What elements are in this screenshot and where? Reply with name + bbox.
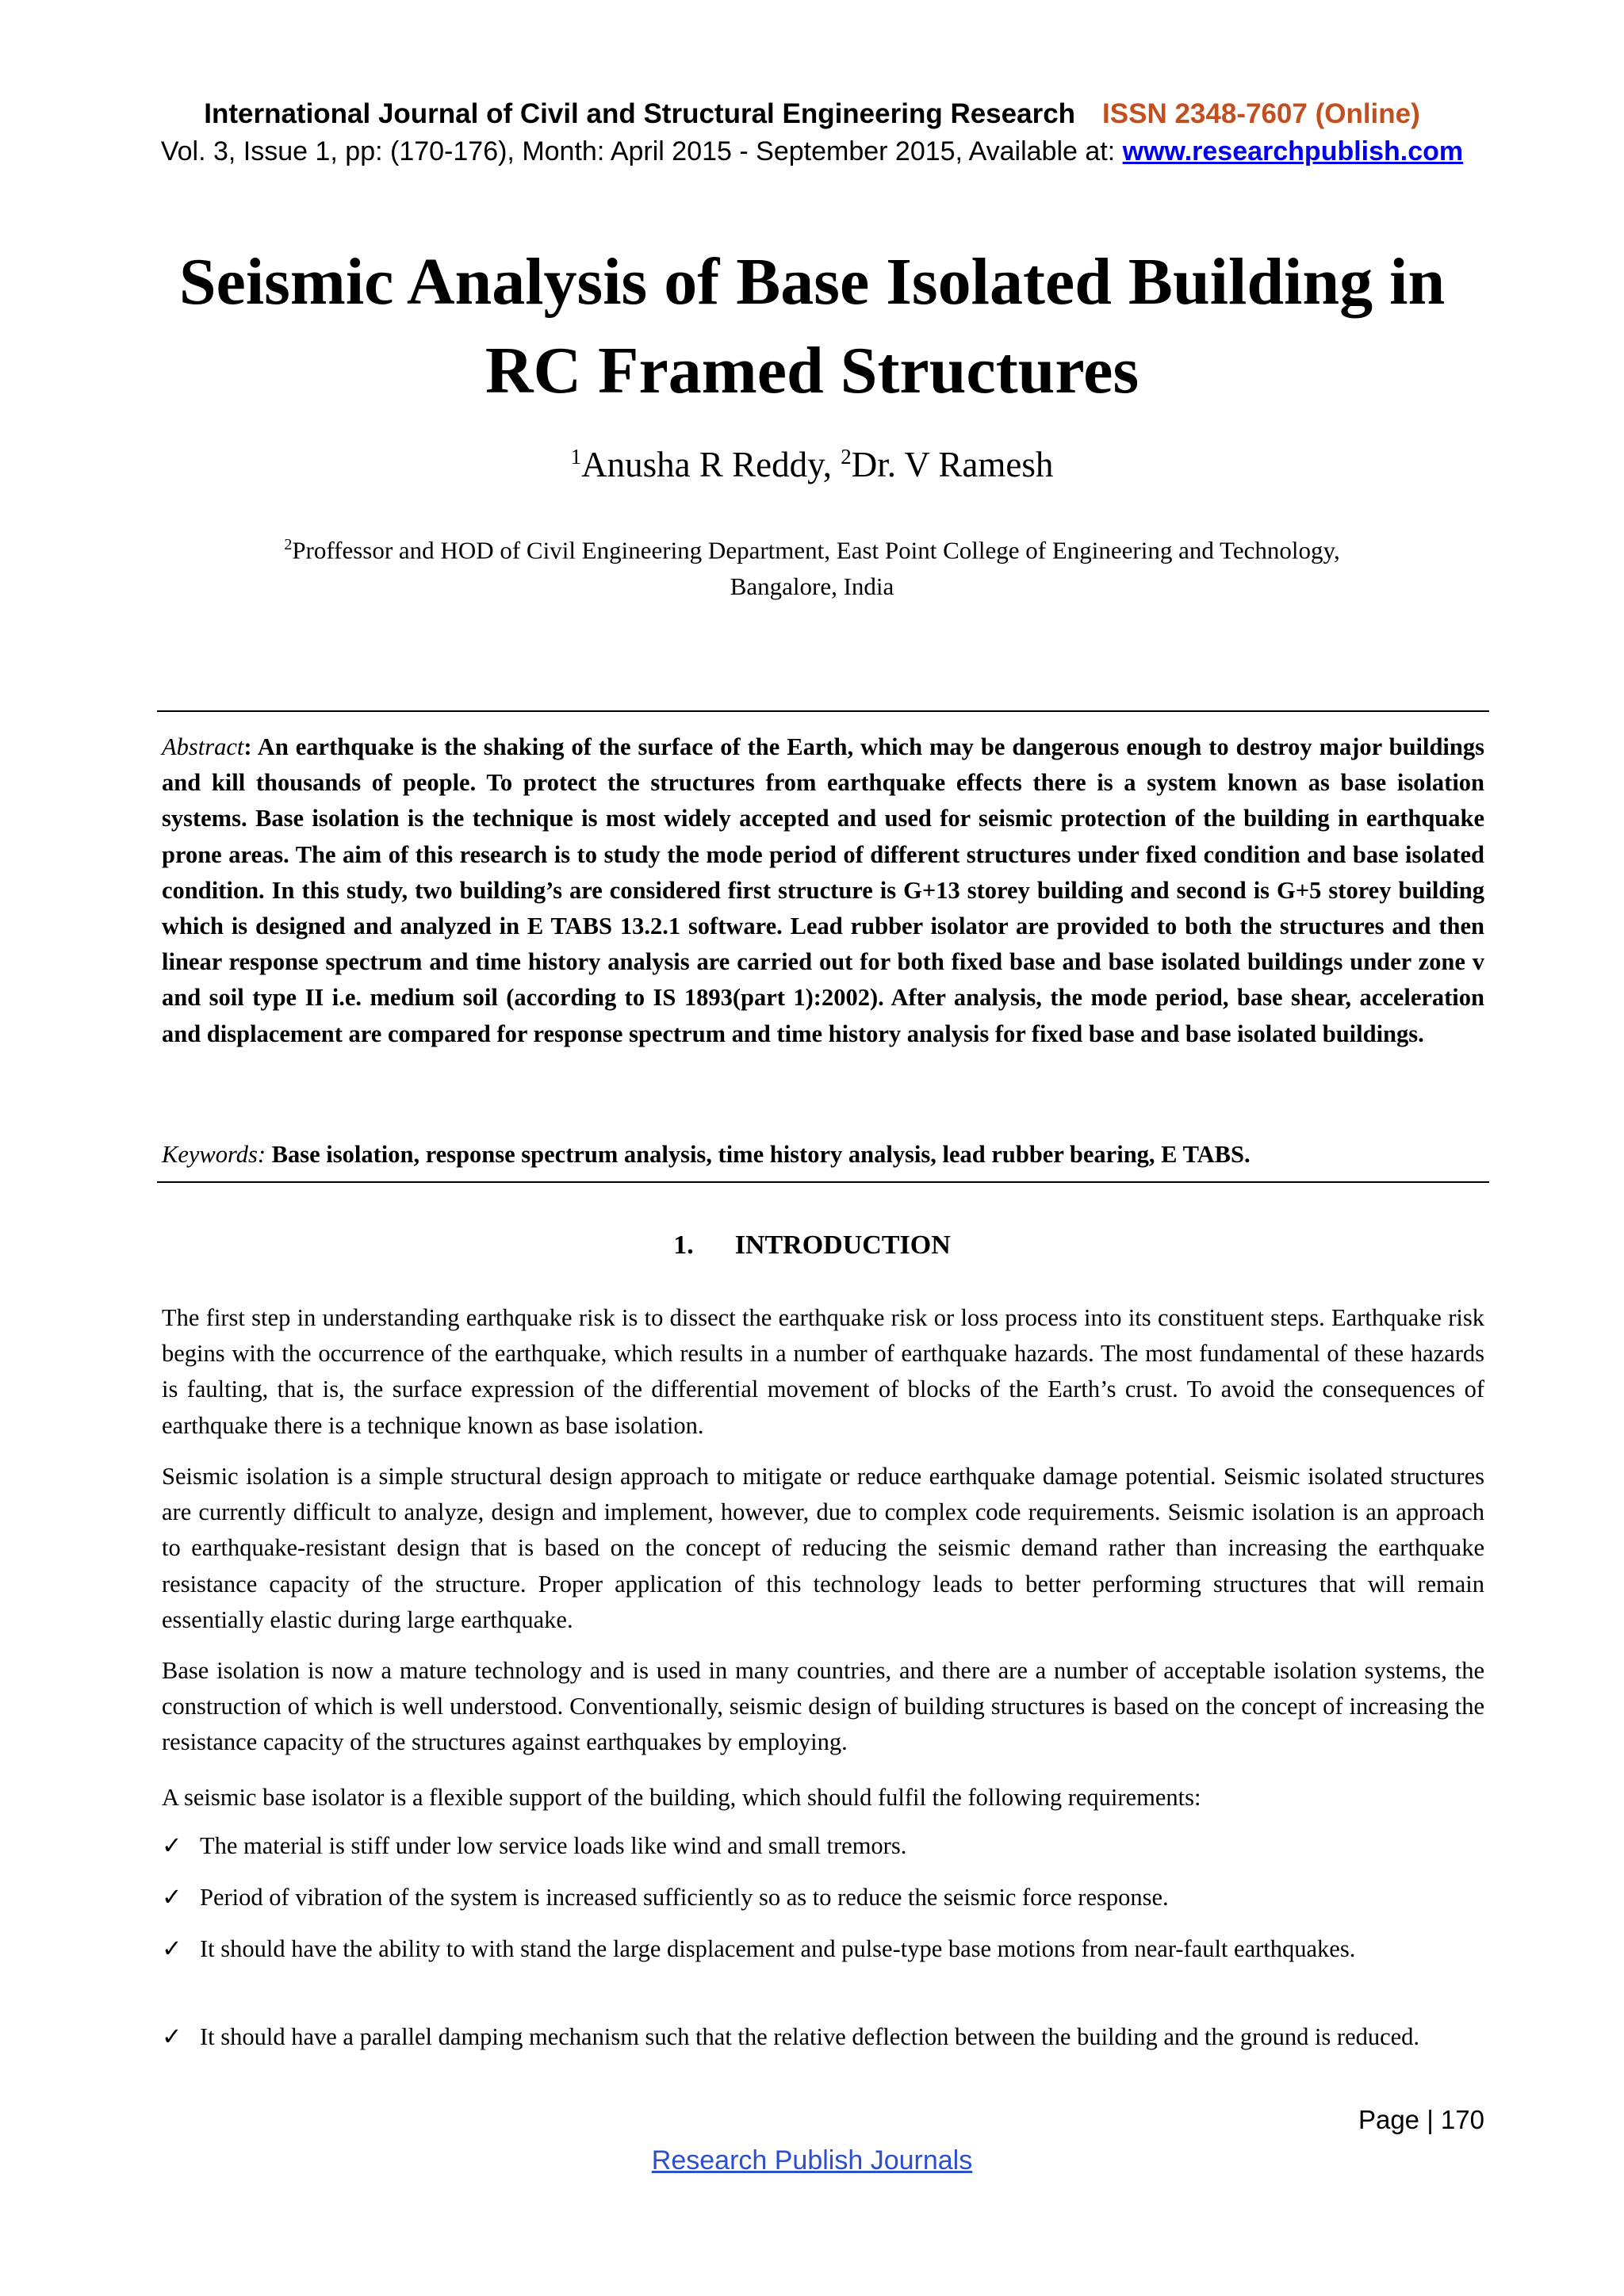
section-heading-introduction — [0, 1230, 1624, 1261]
list-item — [162, 2019, 1484, 2055]
list-item — [162, 1828, 1484, 1864]
abstract — [162, 729, 1484, 1052]
section-number: 1. — [673, 1230, 694, 1260]
keywords — [162, 1137, 1484, 1173]
paper-title — [0, 238, 1624, 415]
journal-name: International Journal of Civil and Structural Engineering Research — [204, 98, 1076, 129]
paragraph-1: The first step in understanding earthquake risk is to dissect the earthquake risk or loss process into its constituent steps. Earthquake risk begins with the occurrence of the earthquake, which results in a number of earthquake hazards. The most fundamental of these hazards is faulting, that is, the surface expression of the differential movement of blocks of the Earth’s crust. To avoid the consequences of earthquake there is a technique known as base isolation. — [162, 1304, 1484, 1439]
affiliation-line-1: Proffessor and HOD of Civil Engineering Department, East Point College of Engineering and Technology, — [292, 536, 1340, 564]
list-item-text: Period of vibration of the system is increased sufficiently so as to reduce the seismic force response. — [200, 1884, 1169, 1911]
journal-header — [0, 98, 1624, 130]
list-item — [162, 1931, 1484, 1967]
issn-label: ISSN 2348-7607 (Online) — [1102, 98, 1420, 129]
abstract-top-rule — [157, 710, 1489, 712]
abstract-text: : An earthquake is the shaking of the surface of the Earth, which may be dangerous enough to destroy major buildings and kill thousands of people. To protect the structures from earthquake effects there is a system known as base isolation systems. Base isolation is the technique is most widely accepted and used for seismic protection of the building in earthquake prone areas. The aim of this research is to study the mode period of different structures under fixed condition and base isolated condition. In this study, two building’s are considered first structure is G+13 storey building and second is G+5 storey building which is designed and analyzed in E TABS 13.2.1 software. Lead rubber isolator are provided to both the structures and then linear response spectrum and time history analysis are carried out for both fixed base and base isolated buildings under zone v and soil type II i.e. medium soil (according to IS 1893(part 1):2002). After analysis, the mode period, base shear, acceleration and displacement are compared for response spectrum and time history analysis for fixed base and base isolated buildings. — [162, 733, 1484, 1047]
keywords-label: Keywords: — [162, 1141, 266, 1168]
journal-website-link[interactable]: www.researchpublish.com — [1122, 136, 1464, 166]
checkmark-icon: ✓ — [162, 1884, 182, 1911]
checkmark-icon: ✓ — [162, 1832, 182, 1859]
abstract-label: Abstract — [162, 733, 244, 760]
affiliation-superscript: 2 — [284, 536, 293, 553]
list-item-text: It should have the ability to with stand the large displacement and pulse-type base motions from near-fault earthquakes. — [200, 1935, 1356, 1962]
page-number: Page | 170 — [1358, 2105, 1484, 2134]
author1-superscript: 1 — [570, 445, 582, 469]
list-item-text: The material is stiff under low service loads like wind and small tremors. — [200, 1832, 907, 1859]
authors — [0, 444, 1624, 485]
paragraph-4: A seismic base isolator is a flexible support of the building, which should fulfil the following requirements: — [162, 1784, 1201, 1811]
volume-issue-text: Vol. 3, Issue 1, pp: (170-176), Month: April 2015 - September 2015, Available at: — [160, 136, 1123, 166]
abstract-bottom-rule — [157, 1181, 1489, 1183]
keywords-text: Base isolation, response spectrum analysis, time history analysis, lead rubber bearing, E TABS. — [266, 1141, 1251, 1168]
paragraph-2: Seismic isolation is a simple structural design approach to mitigate or reduce earthquake damage potential. Seismic isolated structures are currently difficult to analyze, design and implement, however, due to complex code requirements. Seismic isolation is an approach to earthquake-resistant design that is based on the concept of reducing the seismic demand rather than increasing the earthquake resistance capacity of the structure. Proper application of this technology leads to better performing structures that will remain essentially elastic during large earthquake. — [162, 1463, 1484, 1633]
title-line-1: Seismic Analysis of Base Isolated Building in — [178, 245, 1446, 319]
section-title: INTRODUCTION — [734, 1230, 951, 1260]
affiliation-line-2: Bangalore, India — [730, 572, 894, 601]
list-item-text: It should have a parallel damping mechanism such that the relative deflection between the building and the ground is reduced. — [200, 2023, 1420, 2050]
list-item — [162, 1880, 1484, 1915]
author2-name: Dr. V Ramesh — [851, 445, 1054, 484]
publisher-link[interactable]: Research Publish Journals — [651, 2145, 973, 2175]
paragraph-3: Base isolation is now a mature technology and is used in many countries, and there are a number of acceptable isolation systems, the construction of which is well understood. Conventionally, seismic design of building structures is based on the concept of increasing the resistance capacity of the structures against earthquakes by employing. — [162, 1657, 1484, 1756]
checkmark-icon: ✓ — [162, 2023, 182, 2050]
author1-name: Anusha R Reddy, — [581, 445, 841, 484]
journal-details — [0, 136, 1624, 167]
footer — [0, 2145, 1624, 2176]
affiliation — [198, 526, 1426, 605]
author2-superscript: 2 — [841, 445, 852, 469]
title-line-2: RC Framed Structures — [485, 334, 1139, 408]
checkmark-icon: ✓ — [162, 1935, 182, 1962]
